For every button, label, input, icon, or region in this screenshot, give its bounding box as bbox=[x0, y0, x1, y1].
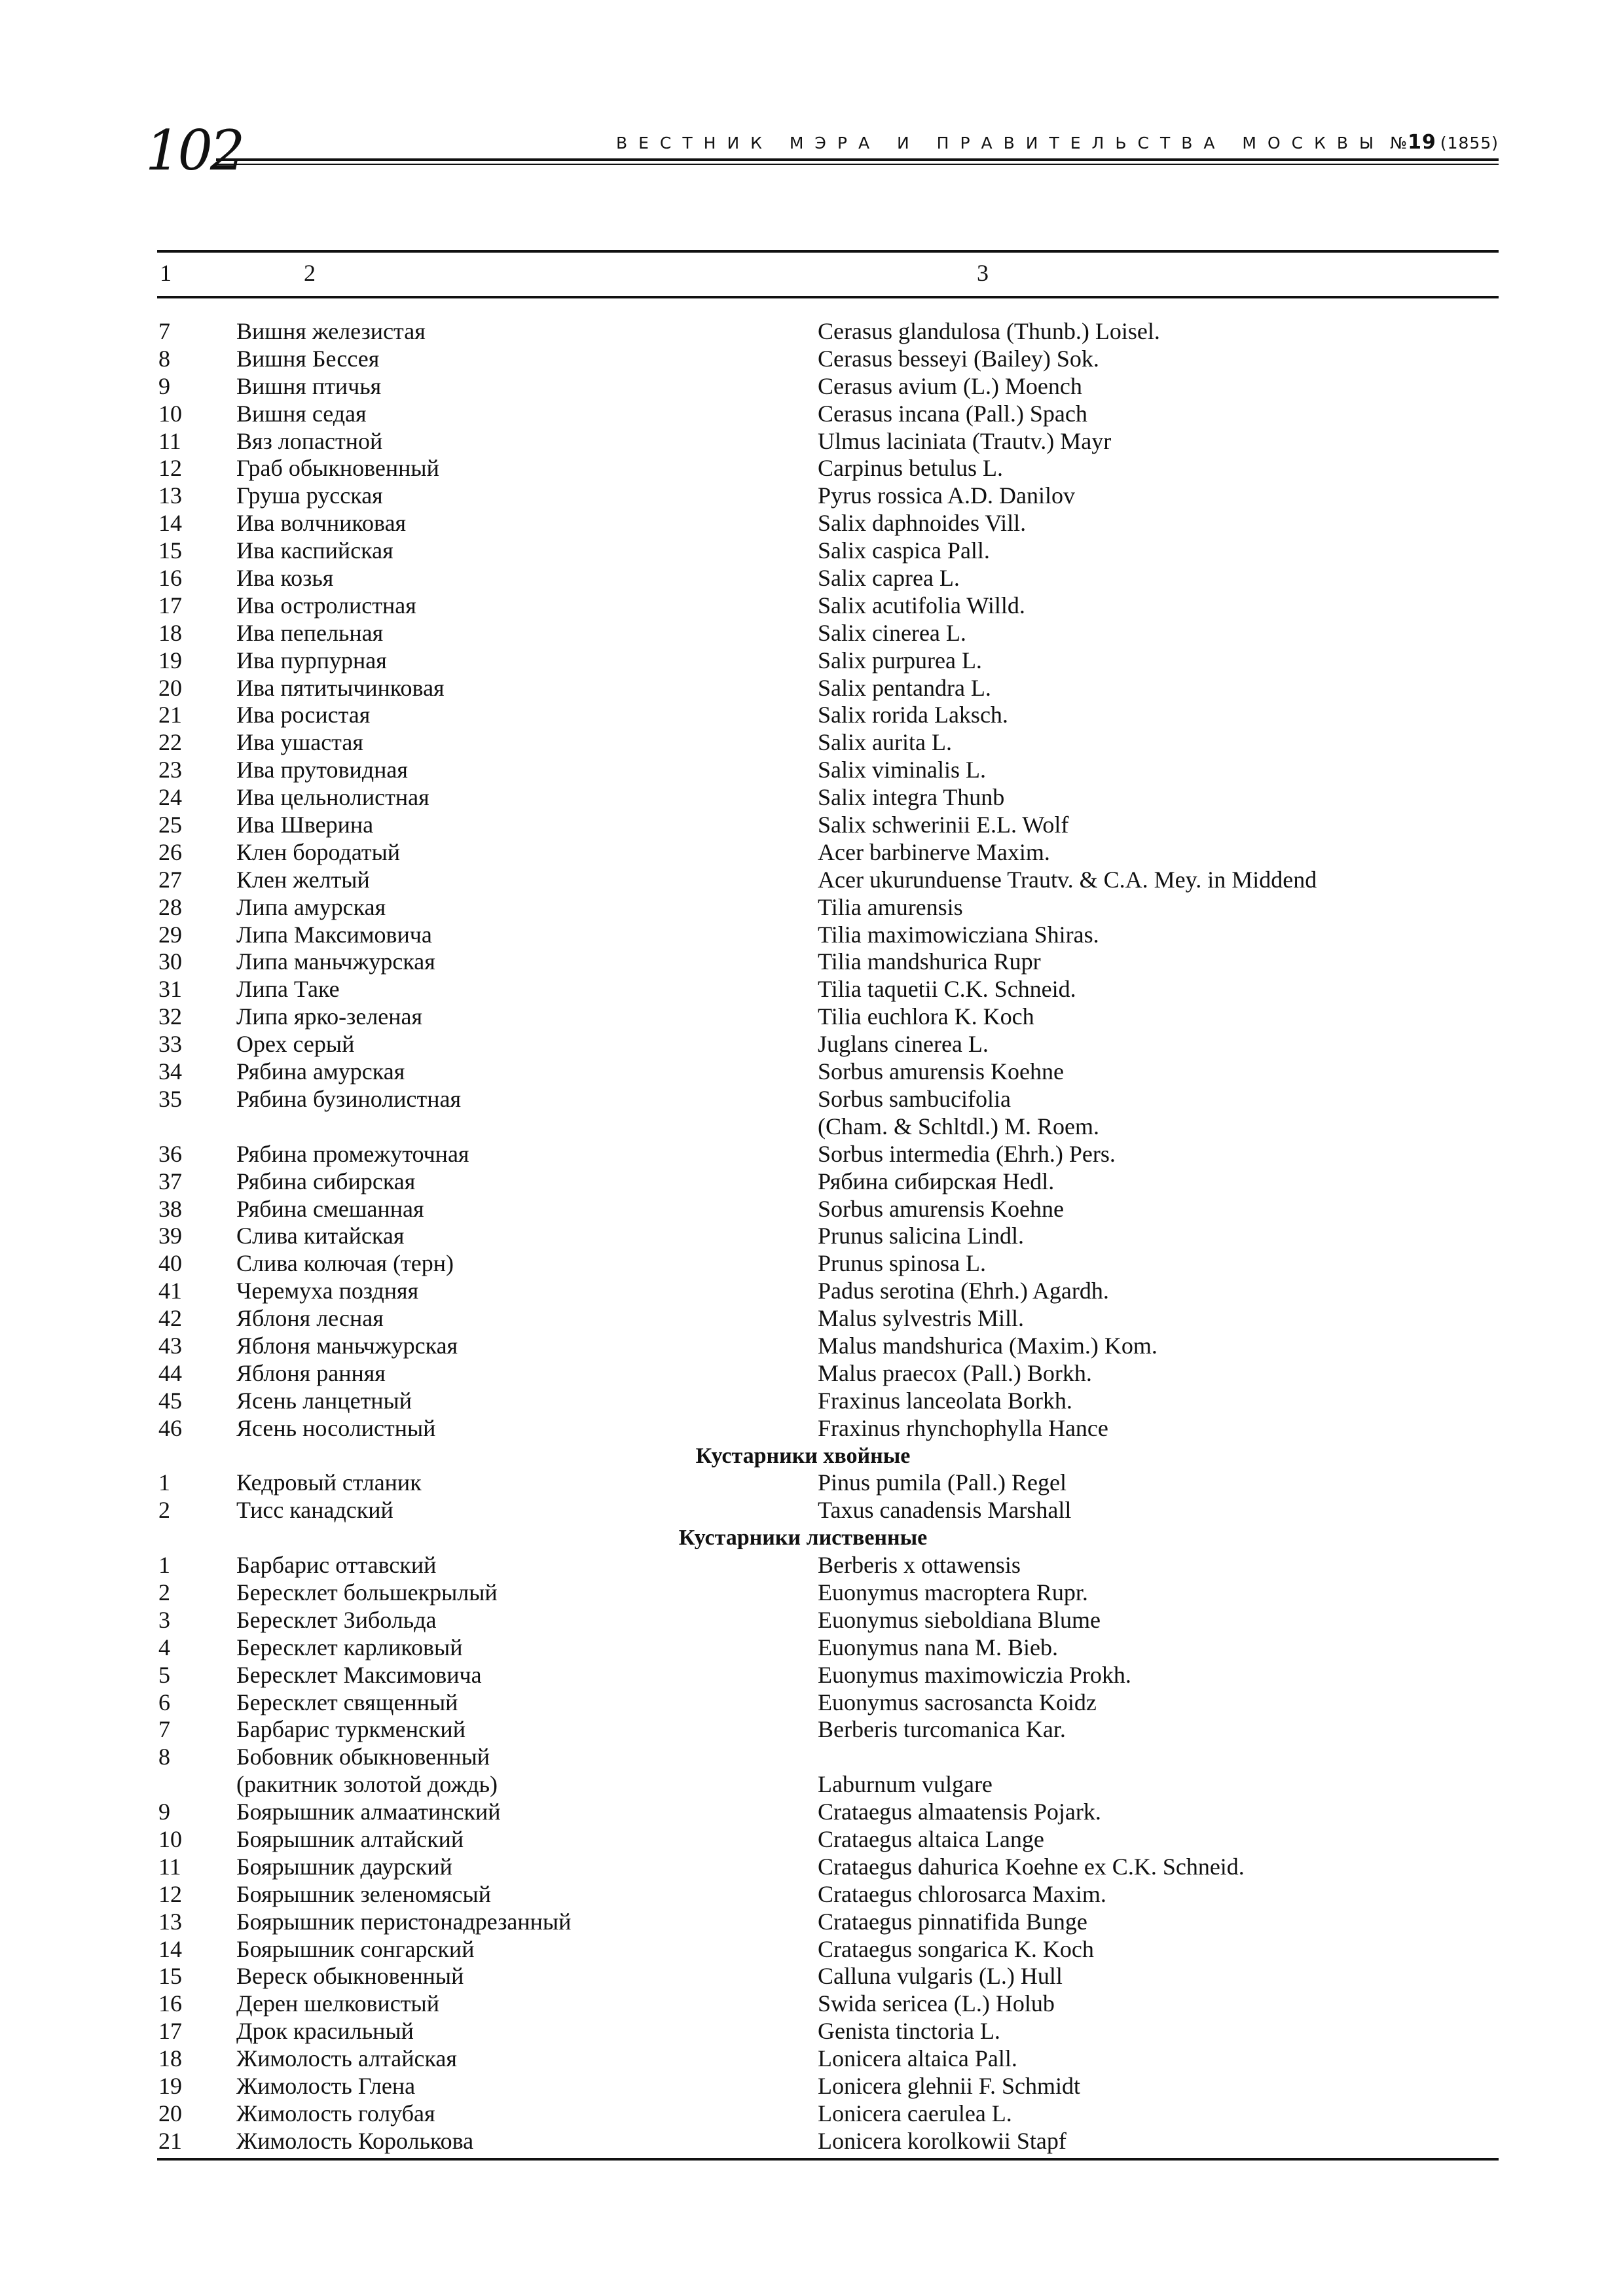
russian-name: Боярышник зеленомясый bbox=[236, 1880, 491, 1907]
latin-name: Fraxinus rhynchophylla Hance bbox=[818, 1414, 1108, 1441]
russian-name: Боярышник алтайский bbox=[236, 1825, 464, 1852]
header-rule bbox=[216, 158, 1499, 165]
column-header-latin-name: 3 bbox=[977, 260, 989, 286]
latin-name: Ulmus laciniata (Trautv.) Mayr bbox=[818, 427, 1112, 454]
table-row bbox=[157, 346, 1499, 373]
column-header-number: 1 bbox=[160, 260, 172, 286]
table-row bbox=[157, 1360, 1499, 1388]
table-row bbox=[157, 1031, 1499, 1058]
table-row bbox=[157, 922, 1499, 949]
table-row bbox=[157, 1881, 1499, 1909]
latin-name: Lonicera korolkowii Stapf bbox=[818, 2127, 1067, 2154]
row-number: 31 bbox=[158, 976, 182, 1003]
russian-name: Бобовник обыкновенный bbox=[236, 1744, 490, 1770]
table-row bbox=[157, 1223, 1499, 1250]
table-row bbox=[157, 1250, 1499, 1278]
russian-name: Ива ушастая bbox=[236, 729, 363, 756]
table-row bbox=[157, 2018, 1499, 2045]
russian-name: Вишня железистая bbox=[236, 318, 426, 344]
row-number: 44 bbox=[158, 1359, 182, 1386]
column-header-russian-name: 2 bbox=[304, 260, 316, 286]
row-number: 32 bbox=[158, 1003, 182, 1030]
russian-name: Ива пятитычинковая bbox=[236, 674, 445, 701]
russian-name: Бересклет Максимовича bbox=[236, 1661, 482, 1688]
row-number: 40 bbox=[158, 1250, 182, 1277]
russian-name: Рябина смешанная bbox=[236, 1195, 424, 1222]
row-number: 10 bbox=[158, 1825, 182, 1852]
russian-name: Ива пурпурная bbox=[236, 647, 387, 673]
row-number: 35 bbox=[158, 1085, 182, 1112]
latin-name: Lonicera altaica Pall. bbox=[818, 2045, 1017, 2072]
table-row bbox=[157, 428, 1499, 456]
russian-name: Яблоня лесная bbox=[236, 1305, 384, 1332]
table-row bbox=[157, 729, 1499, 757]
latin-name: Salix acutifolia Willd. bbox=[818, 592, 1025, 619]
row-number: 14 bbox=[158, 510, 182, 537]
section-title: Кустарники лиственные bbox=[678, 1526, 928, 1551]
latin-name: Salix purpurea L. bbox=[818, 647, 982, 673]
latin-name: Malus praecox (Pall.) Borkh. bbox=[818, 1359, 1092, 1386]
issue-number: 19 bbox=[1408, 131, 1436, 154]
latin-name: Salix viminalis L. bbox=[818, 757, 986, 783]
row-number: 39 bbox=[158, 1223, 182, 1249]
issue-prefix: № bbox=[1390, 134, 1408, 152]
row-number: 25 bbox=[158, 812, 182, 838]
row-number: 13 bbox=[158, 1908, 182, 1935]
latin-name: Euonymus nana M. Bieb. bbox=[818, 1634, 1058, 1660]
latin-name: Crataegus dahurica Koehne ex C.K. Schneid. bbox=[818, 1853, 1245, 1880]
table-row bbox=[157, 757, 1499, 784]
russian-name: Вишня седая bbox=[236, 400, 367, 427]
russian-name: Рябина амурская bbox=[236, 1058, 405, 1085]
latin-name: Pyrus rossica A.D. Danilov bbox=[818, 482, 1075, 509]
table-row bbox=[157, 894, 1499, 922]
latin-name: Tilia euchlora K. Koch bbox=[818, 1003, 1034, 1030]
latin-name: Salix cinerea L. bbox=[818, 619, 966, 646]
latin-name: Berberis turcomanica Kar. bbox=[818, 1716, 1066, 1743]
row-number: 18 bbox=[158, 619, 182, 646]
table-row bbox=[157, 565, 1499, 592]
row-number: 7 bbox=[158, 318, 170, 344]
row-number: 21 bbox=[158, 702, 182, 728]
table-row bbox=[157, 1579, 1499, 1607]
table-row bbox=[157, 1305, 1499, 1333]
latin-name: Salix caprea L. bbox=[818, 565, 960, 592]
table-bottom-rule bbox=[157, 2158, 1499, 2161]
latin-name: Salix daphnoides Vill. bbox=[818, 510, 1027, 537]
latin-name: Salix schwerinii E.L. Wolf bbox=[818, 812, 1069, 838]
latin-name: Lonicera glehnii F. Schmidt bbox=[818, 2073, 1081, 2099]
russian-name: Вишня Бессея bbox=[236, 345, 380, 372]
row-number: 2 bbox=[158, 1579, 170, 1605]
latin-name: Рябина сибирская Hedl. bbox=[818, 1168, 1055, 1194]
table-row bbox=[157, 839, 1499, 867]
russian-name: Яблоня маньчжурская bbox=[236, 1332, 458, 1359]
latin-name: Salix pentandra L. bbox=[818, 674, 991, 701]
russian-name: Груша русская bbox=[236, 482, 383, 509]
russian-name: Вяз лопастной bbox=[236, 427, 383, 454]
section-heading bbox=[157, 1524, 1499, 1552]
russian-name: Орех серый bbox=[236, 1031, 355, 1058]
table-row bbox=[157, 1689, 1499, 1717]
russian-name: Жимолость голубая bbox=[236, 2100, 435, 2126]
row-number: 1 bbox=[158, 1469, 170, 1496]
latin-name: Tilia taquetii C.K. Schneid. bbox=[818, 976, 1076, 1003]
table-row bbox=[157, 812, 1499, 839]
latin-name: Crataegus almaatensis Pojark. bbox=[818, 1799, 1101, 1825]
latin-name: Tilia amurensis bbox=[818, 893, 963, 920]
latin-name: Taxus canadensis Marshall bbox=[818, 1497, 1072, 1524]
latin-name: Carpinus betulus L. bbox=[818, 455, 1003, 482]
row-number: 4 bbox=[158, 1634, 170, 1660]
latin-name: Juglans cinerea L. bbox=[818, 1031, 989, 1058]
latin-name: Tilia mandshurica Rupr bbox=[818, 948, 1041, 975]
russian-name: Тисс канадский bbox=[236, 1497, 393, 1524]
running-head bbox=[616, 131, 1499, 154]
row-number: 11 bbox=[158, 427, 181, 454]
table-row bbox=[157, 1003, 1499, 1031]
latin-name: Sorbus sambucifolia bbox=[818, 1085, 1011, 1112]
table-row bbox=[157, 1497, 1499, 1524]
russian-name: Бересклет священный bbox=[236, 1689, 458, 1715]
row-number: 17 bbox=[158, 592, 182, 619]
row-number: 21 bbox=[158, 2127, 182, 2154]
table-row bbox=[157, 1196, 1499, 1223]
table-row bbox=[157, 1086, 1499, 1113]
table-row bbox=[157, 1168, 1499, 1196]
russian-name: Липа маньчжурская bbox=[236, 948, 435, 975]
latin-name: Fraxinus lanceolata Borkh. bbox=[818, 1387, 1072, 1414]
latin-name: Cerasus besseyi (Bailey) Sok. bbox=[818, 345, 1099, 372]
table-row bbox=[157, 2128, 1499, 2155]
table-row bbox=[157, 948, 1499, 976]
column-header-row bbox=[157, 253, 1499, 296]
latin-name: Euonymus macroptera Rupr. bbox=[818, 1579, 1088, 1605]
russian-name: Липа Таке bbox=[236, 976, 340, 1003]
row-number: 6 bbox=[158, 1689, 170, 1715]
row-number: 5 bbox=[158, 1661, 170, 1688]
row-number: 22 bbox=[158, 729, 182, 756]
russian-name: Ива прутовидная bbox=[236, 757, 408, 783]
row-number: 24 bbox=[158, 784, 182, 811]
russian-name: Ива Шверина bbox=[236, 812, 374, 838]
russian-name: Липа ярко-зеленая bbox=[236, 1003, 423, 1030]
row-number: 13 bbox=[158, 482, 182, 509]
table-row bbox=[157, 1936, 1499, 1964]
russian-name: Боярышник алмаатинский bbox=[236, 1799, 501, 1825]
latin-name: Cerasus incana (Pall.) Spach bbox=[818, 400, 1087, 427]
issue-year: (1855) bbox=[1440, 134, 1499, 152]
section-heading bbox=[157, 1443, 1499, 1470]
russian-name: Рябина сибирская bbox=[236, 1168, 416, 1194]
russian-name: Бересклет карликовый bbox=[236, 1634, 463, 1660]
table-row bbox=[157, 401, 1499, 428]
row-number: 26 bbox=[158, 838, 182, 865]
latin-name: Euonymus sacrosancta Koidz bbox=[818, 1689, 1097, 1715]
row-number: 45 bbox=[158, 1387, 182, 1414]
row-number: 3 bbox=[158, 1606, 170, 1633]
latin-name: Crataegus pinnatifida Bunge bbox=[818, 1908, 1087, 1935]
row-number: 11 bbox=[158, 1853, 181, 1880]
row-number: 37 bbox=[158, 1168, 182, 1194]
russian-name: Ива козья bbox=[236, 565, 334, 592]
latin-name: Salix caspica Pall. bbox=[818, 537, 990, 564]
russian-name: Жимолость Королькова bbox=[236, 2127, 474, 2154]
row-number: 43 bbox=[158, 1332, 182, 1359]
russian-name: Рябина бузинолистная bbox=[236, 1085, 462, 1112]
latin-name: Crataegus songarica K. Koch bbox=[818, 1935, 1094, 1962]
table-row bbox=[157, 647, 1499, 675]
row-number: 30 bbox=[158, 948, 182, 975]
table-row bbox=[157, 2100, 1499, 2128]
table-row bbox=[157, 1415, 1499, 1443]
russian-name: Барбарис туркменский bbox=[236, 1716, 465, 1743]
row-number: 23 bbox=[158, 757, 182, 783]
russian-name: Боярышник даурский bbox=[236, 1853, 452, 1880]
table-row bbox=[157, 1278, 1499, 1305]
latin-name: Euonymus sieboldiana Blume bbox=[818, 1606, 1101, 1633]
latin-name: Cerasus glandulosa (Thunb.) Loisel. bbox=[818, 318, 1160, 344]
latin-name: (Cham. & Schltdl.) M. Roem. bbox=[818, 1113, 1099, 1139]
row-number: 8 bbox=[158, 1744, 170, 1770]
table-row bbox=[157, 1141, 1499, 1168]
russian-name: Вереск обыкновенный bbox=[236, 1963, 464, 1990]
table-row bbox=[157, 1826, 1499, 1854]
table-row bbox=[157, 482, 1499, 510]
table-row bbox=[157, 592, 1499, 620]
russian-name: Черемуха поздняя bbox=[236, 1278, 419, 1304]
table-row bbox=[157, 867, 1499, 894]
table-row bbox=[157, 784, 1499, 812]
page-number: 102 bbox=[145, 118, 243, 183]
table-row bbox=[157, 1909, 1499, 1936]
russian-name: Жимолость Глена bbox=[236, 2073, 416, 2099]
row-number: 27 bbox=[158, 866, 182, 893]
row-number: 16 bbox=[158, 1990, 182, 2017]
row-number: 10 bbox=[158, 400, 182, 427]
latin-name: Cerasus avium (L.) Moench bbox=[818, 372, 1082, 399]
latin-name: Salix rorida Laksch. bbox=[818, 702, 1008, 728]
row-number: 18 bbox=[158, 2045, 182, 2072]
russian-name: Боярышник перистонадрезанный bbox=[236, 1908, 572, 1935]
table-row bbox=[157, 620, 1499, 647]
row-number: 8 bbox=[158, 345, 170, 372]
russian-name: Липа амурская bbox=[236, 893, 386, 920]
publication-title: ВЕСТНИК МЭРА И ПРАВИТЕЛЬСТВА МОСКВЫ bbox=[615, 134, 1385, 152]
table-row bbox=[157, 373, 1499, 401]
row-number: 7 bbox=[158, 1716, 170, 1743]
latin-name: Sorbus amurensis Koehne bbox=[818, 1195, 1064, 1222]
russian-name: Кедровый стланик bbox=[236, 1469, 422, 1496]
table-row bbox=[157, 510, 1499, 537]
table-row bbox=[157, 318, 1499, 346]
table-row bbox=[157, 1990, 1499, 2018]
latin-name: Salix integra Thunb bbox=[818, 784, 1005, 811]
row-number: 9 bbox=[158, 1799, 170, 1825]
latin-name: Pinus pumila (Pall.) Regel bbox=[818, 1469, 1067, 1496]
russian-name: Ива цельнолистная bbox=[236, 784, 429, 811]
section-title: Кустарники хвойные bbox=[695, 1443, 911, 1468]
russian-name: Слива колючая (терн) bbox=[236, 1250, 454, 1277]
row-number: 34 bbox=[158, 1058, 182, 1085]
russian-name: Слива китайская bbox=[236, 1223, 405, 1249]
row-number: 15 bbox=[158, 537, 182, 564]
table-row bbox=[157, 675, 1499, 702]
russian-name: Бересклет Зибольда bbox=[236, 1606, 437, 1633]
row-number: 29 bbox=[158, 921, 182, 948]
russian-name: (ракитник золотой дождь) bbox=[236, 1771, 498, 1798]
row-number: 19 bbox=[158, 647, 182, 673]
latin-name: Sorbus intermedia (Ehrh.) Pers. bbox=[818, 1140, 1116, 1167]
row-number: 12 bbox=[158, 1880, 182, 1907]
row-number: 28 bbox=[158, 893, 182, 920]
russian-name: Вишня птичья bbox=[236, 372, 382, 399]
table-row bbox=[157, 1058, 1499, 1086]
row-number: 17 bbox=[158, 2018, 182, 2045]
latin-name: Calluna vulgaris (L.) Hull bbox=[818, 1963, 1063, 1990]
row-number: 19 bbox=[158, 2073, 182, 2099]
russian-name: Ива росистая bbox=[236, 702, 371, 728]
table-row bbox=[157, 1552, 1499, 1579]
latin-name: Crataegus chlorosarca Maxim. bbox=[818, 1880, 1106, 1907]
russian-name: Боярышник сонгарский bbox=[236, 1935, 475, 1962]
latin-name: Genista tinctoria L. bbox=[818, 2018, 1000, 2045]
latin-name: Lonicera caerulea L. bbox=[818, 2100, 1012, 2126]
russian-name: Ива остролистная bbox=[236, 592, 416, 619]
table-row bbox=[157, 1469, 1499, 1497]
russian-name: Клен бородатый bbox=[236, 838, 401, 865]
table-row bbox=[157, 1662, 1499, 1689]
row-number: 38 bbox=[158, 1195, 182, 1222]
latin-name: Prunus salicina Lindl. bbox=[818, 1223, 1024, 1249]
latin-name: Euonymus maximowiczia Prokh. bbox=[818, 1661, 1131, 1688]
russian-name: Ива каспийская bbox=[236, 537, 393, 564]
russian-name: Рябина промежуточная bbox=[236, 1140, 469, 1167]
table-row bbox=[157, 1113, 1499, 1141]
russian-name: Липа Максимовича bbox=[236, 921, 432, 948]
russian-name: Дрок красильный bbox=[236, 2018, 414, 2045]
row-number: 9 bbox=[158, 372, 170, 399]
russian-name: Дерен шелковистый bbox=[236, 1990, 439, 2017]
table-row bbox=[157, 1963, 1499, 1990]
latin-name: Swida sericea (L.) Holub bbox=[818, 1990, 1055, 2017]
row-number: 12 bbox=[158, 455, 182, 482]
row-number: 33 bbox=[158, 1031, 182, 1058]
russian-name: Клен желтый bbox=[236, 866, 370, 893]
row-number: 20 bbox=[158, 2100, 182, 2126]
table-row bbox=[157, 1607, 1499, 1634]
table-row bbox=[157, 1388, 1499, 1415]
row-number: 20 bbox=[158, 674, 182, 701]
table-row bbox=[157, 1771, 1499, 1799]
table-row bbox=[157, 1854, 1499, 1881]
table-row bbox=[157, 976, 1499, 1003]
latin-name: Tilia maximowicziana Shiras. bbox=[818, 921, 1099, 948]
latin-name: Prunus spinosa L. bbox=[818, 1250, 987, 1277]
russian-name: Ясень ланцетный bbox=[236, 1387, 412, 1414]
latin-name: Malus sylvestris Mill. bbox=[818, 1305, 1025, 1332]
russian-name: Граб обыкновенный bbox=[236, 455, 439, 482]
latin-name: Laburnum vulgare bbox=[818, 1771, 993, 1798]
russian-name: Ива волчниковая bbox=[236, 510, 407, 537]
row-number: 1 bbox=[158, 1552, 170, 1579]
table-row bbox=[157, 1333, 1499, 1360]
russian-name: Бересклет большекрылый bbox=[236, 1579, 498, 1605]
row-number: 46 bbox=[158, 1414, 182, 1441]
latin-name: Acer barbinerve Maxim. bbox=[818, 838, 1050, 865]
latin-name: Malus mandshurica (Maxim.) Kom. bbox=[818, 1332, 1158, 1359]
latin-name: Sorbus amurensis Koehne bbox=[818, 1058, 1064, 1085]
table-row bbox=[157, 455, 1499, 482]
table-row bbox=[157, 702, 1499, 729]
latin-name: Salix aurita L. bbox=[818, 729, 952, 756]
table-row bbox=[157, 2045, 1499, 2073]
row-number: 2 bbox=[158, 1497, 170, 1524]
table-row bbox=[157, 537, 1499, 565]
table-row bbox=[157, 1799, 1499, 1826]
row-number: 16 bbox=[158, 565, 182, 592]
latin-name: Padus serotina (Ehrh.) Agardh. bbox=[818, 1278, 1109, 1304]
row-number: 15 bbox=[158, 1963, 182, 1990]
table-row bbox=[157, 1744, 1499, 1771]
table-row bbox=[157, 1716, 1499, 1744]
species-table bbox=[157, 250, 1499, 2161]
russian-name: Жимолость алтайская bbox=[236, 2045, 457, 2072]
issue-label bbox=[1390, 131, 1436, 154]
latin-name: Acer ukurunduense Trautv. & C.A. Mey. in Middend bbox=[818, 866, 1317, 893]
row-number: 14 bbox=[158, 1935, 182, 1962]
table-row bbox=[157, 2073, 1499, 2100]
table-body bbox=[157, 298, 1499, 2155]
row-number: 42 bbox=[158, 1305, 182, 1332]
latin-name: Crataegus altaica Lange bbox=[818, 1825, 1044, 1852]
russian-name: Яблоня ранняя bbox=[236, 1359, 386, 1386]
latin-name: Berberis x ottawensis bbox=[818, 1552, 1021, 1579]
russian-name: Барбарис оттавский bbox=[236, 1552, 437, 1579]
table-row bbox=[157, 1634, 1499, 1662]
row-number: 36 bbox=[158, 1140, 182, 1167]
russian-name: Ясень носолистный bbox=[236, 1414, 436, 1441]
row-number: 41 bbox=[158, 1278, 182, 1304]
russian-name: Ива пепельная bbox=[236, 619, 384, 646]
